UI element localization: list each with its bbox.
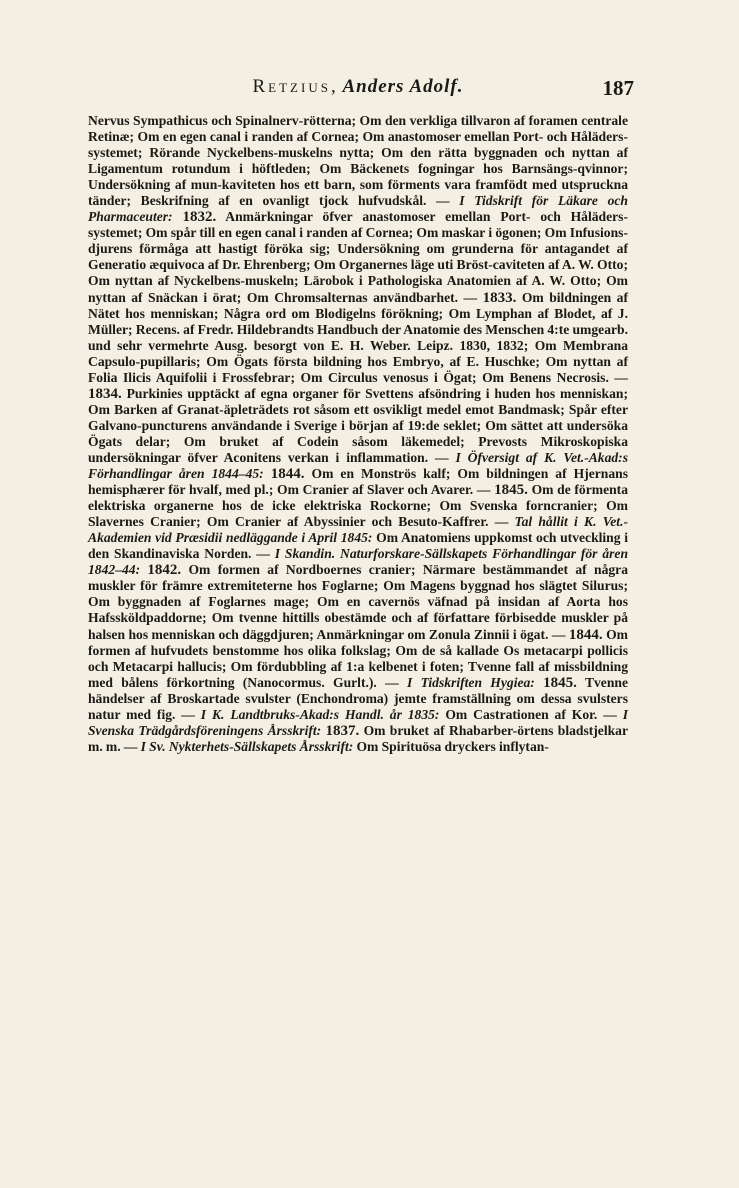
text-run: Purkinies upptäckt af egna organer för Svettens afsöndring i huden hos menniskan; Om Barken af Granat-äpleträdets rot såsom ett osvikligt medel emot Bandmask; Spår efter Galvano-puncturens användande i Sverige i början af 19:de seklet; Om sättet att undersöka Ögats delar; Om bruket af Codein såsom läkemedel; Prevosts Mikroskopiska undersökningar öfver Aconitens verkan i inflammation. —: [88, 385, 628, 465]
text-run: Om de förmenta elektriska organerne hos de icke elektriska Rockorne; Om Svenska forncranier; Om Slavernes Cranier; Om Cranier af Abyssinier och Besuto-Kaffrer. —: [88, 482, 628, 530]
citation-source: Tal hållit i K. Vet.-Akademien vid Præsidii nedläggande i April 1845:: [88, 514, 628, 546]
year-marker: 1845.: [543, 674, 577, 691]
bibliography-paragraph: [88, 113, 628, 755]
year-marker: 1845.: [494, 482, 528, 499]
running-head: [88, 76, 634, 102]
author-surname: Retzius: [252, 76, 331, 97]
text-run: Tvenne händelser af Broskartade svulster (Enchondroma) jemte framställning om dessa svulsters natur med fig. —: [88, 674, 628, 722]
citation-source: I Tidskrift för Läkare och Pharmaceuter:: [88, 193, 628, 225]
citation-source: I Skandin. Naturforskare-Sällskapets Förhandlingar för åren 1842–44:: [88, 546, 628, 578]
text-run: Anmärkningar öfver anastomoser emellan Port- och Håläders-systemet; Om spår till en egen canal i randen af Cornea; Om maskar i ögonen; Om Infusions-djurens förmåga att hastigt föröka sig; Undersökning om grunderna för antagandet af Generatio æquivoca af Dr. Ehrenberg; Om Organernes läge uti Bröst-caviteten af A. W. Otto; Om nyttan af Nyckelbens-muskeln; Lärobok i Pathologiska Anatomien af A. W. Otto; Om nyttan af Snäckan i örat; Om Chromsalternas användbarhet. —: [88, 209, 628, 305]
text-run: Om bruket af Rhabarber-örtens bladstjelkar m. m. —: [88, 722, 628, 754]
text-run: Om en Monströs kalf; Om bildningen af Hjernans hemisphærer för hvalf, med pl.; Om Cranier af Slaver och Avarer. —: [88, 466, 629, 498]
text-run: Om Spirituösa dryckers inflytan-: [356, 738, 549, 754]
citation-source: I Svenska Trädgårdsföreningens Årsskrift:: [88, 706, 628, 738]
year-marker: 1844.: [568, 626, 603, 643]
running-head-title: [88, 76, 628, 98]
author-given-names: Anders Adolf.: [342, 76, 464, 97]
text-run: Om formen af Nordboernes cranier; Närmare bestämmandet af några muskler för främre extremiteterne hos Foglarne; Om Magens byggnad hos slägtet Silurus; Om byggnaden af Foglarnes mage; Om en cavernös väfnad på insidan af Aorta hos Hafssköldpaddorne; Om tvenne hittills obestämde och af författare förbisedde muskler på halsen hos menniskan och däggdjuren; Anmärkningar om Zonula Zinnii i ögat. —: [88, 562, 628, 642]
year-marker: 1837.: [325, 722, 360, 739]
citation-source: I K. Landtbruks-Akad:s Handl. år 1835:: [200, 706, 440, 722]
text-run: Om formen af hufvudets benstomme hos olika folkslag; Om de så kallade Os metacarpi pollicis och Metacarpi hallucis; Om fördubbling af 1:a kelbenet i foten; Tvenne fall af missbildning med bålens förkortning (Nanocormus. Gurlt.). —: [88, 626, 628, 690]
bibliography-text: [88, 113, 628, 755]
page-number: 187: [602, 76, 634, 100]
text-run: Om Castrationen af Kor. —: [445, 706, 617, 722]
year-marker: 1834.: [88, 385, 122, 402]
year-marker: 1833.: [482, 289, 517, 306]
citation-source: I Tidskriften Hygiea:: [407, 674, 535, 690]
text-run: Om bildningen af Nätet hos menniskan; Några ord om Blodigelns förökning; Om Lymphan af Blodet, af J. Müller; Recens. af Fredr. Hildebrandts Handbuch der Anatomie des Menschen 4:te umgearb. und sehr vermehrte Ausg. besorgt von E. H. Weber. Leipz. 1830, 1832; Om Membrana Capsulo-pupillaris; Om Ögats första bildning hos Embryo, af E. Huschke; Om nyttan af Folia Ilicis Aquifolii i Frossfebrar; Om Circulus venosus i Ögat; Om Benens Necrosis. —: [88, 289, 628, 385]
author-separator: ,: [330, 76, 337, 97]
text-run: Nervus Sympathicus och Spinalnerv-rötterna; Om den verkliga tillvaron af foramen centrale Retinæ; Om en egen canal i randen af Cornea; Om anastomoser emellan Port- och Håläders-systemet; Rörande Nyckelbens-muskelns nytta; Om den rätta byggnaden och nyttan af Ligamentum rotundum i höftleden; Om Bäckenets fogningar hos Barnsängs-qvinnor; Undersökning af mun-kaviteten hos ett barn, som förments vara framfödt med utspruckna tänder; Beskrifning af en ovanligt tjock hufvudskål. —: [88, 113, 628, 209]
year-marker: 1832.: [182, 209, 217, 226]
year-marker: 1842.: [147, 562, 182, 579]
citation-source: I Öfversigt af K. Vet.-Akad:s Förhandlingar åren 1844–45:: [88, 449, 628, 482]
year-marker: 1844.: [270, 466, 305, 483]
text-run: Om Anatomiens uppkomst och utveckling i den Skandinaviska Norden. —: [88, 530, 628, 562]
citation-source: I Sv. Nykterhets-Sällskapets Årsskrift:: [140, 738, 354, 754]
